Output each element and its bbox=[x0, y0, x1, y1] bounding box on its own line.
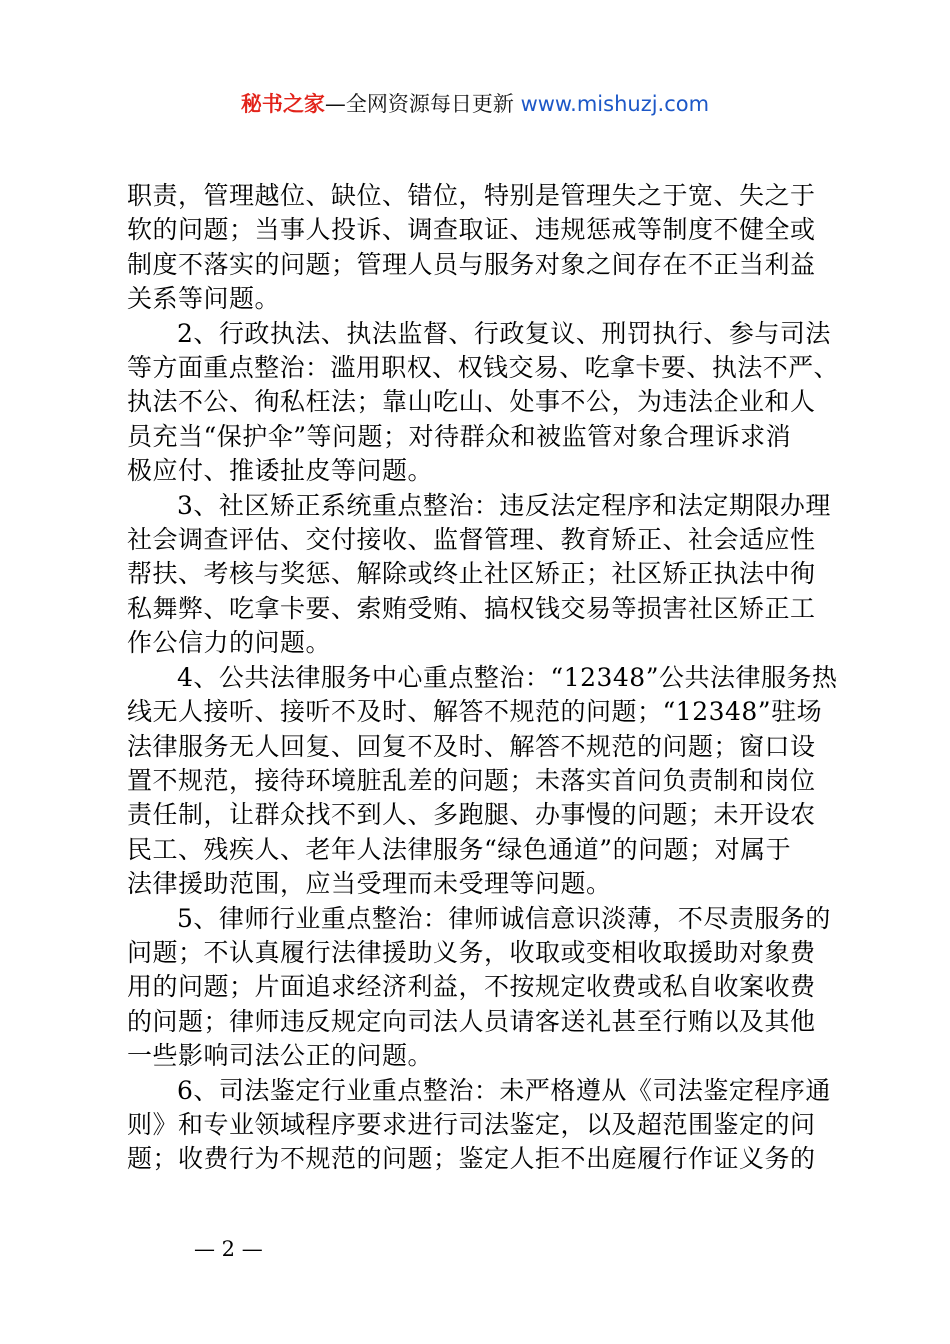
text-line: 关系等问题。 bbox=[127, 284, 281, 314]
site-brand: 秘书之家 bbox=[240, 92, 325, 116]
text-line: 职责，管理越位、缺位、错位，特别是管理失之于宽、失之于 bbox=[127, 181, 816, 210]
text-line: 执法不公、徇私枉法；靠山吃山、处事不公，为违法企业和人 bbox=[127, 387, 816, 417]
text-line: 的问题；律师违反规定向司法人员请客送礼甚至行贿以及其他 bbox=[127, 1006, 816, 1036]
text-line: 4、公共法律服务中心重点整治：“12348”公共法律服务热 bbox=[177, 662, 838, 692]
text-line: 5、律师行业重点整治：律师诚信意识淡薄，不尽责服务的 bbox=[177, 903, 831, 933]
paragraph-item-4 bbox=[127, 661, 839, 902]
text-line: 软的问题；当事人投诉、调查取证、违规惩戒等制度不健全或 bbox=[127, 215, 816, 245]
text-line: 则》和专业领域程序要求进行司法鉴定，以及超范围鉴定的问 bbox=[127, 1109, 816, 1139]
text-line: 用的问题；片面追求经济利益，不按规定收费或私自收案收费 bbox=[127, 972, 816, 1002]
text-line: 极应付、推诿扯皮等问题。 bbox=[127, 456, 434, 486]
text-line: 一些影响司法公正的问题。 bbox=[127, 1041, 434, 1071]
text-line: 作公信力的问题。 bbox=[127, 628, 332, 658]
paragraph-item-3 bbox=[127, 489, 839, 661]
paragraph-continuation bbox=[127, 179, 839, 317]
text-line: 等方面重点整治：滥用职权、权钱交易、吃拿卡要、执法不严、 bbox=[127, 353, 839, 383]
site-url-link[interactable]: www.mishuzj.com bbox=[520, 92, 710, 116]
site-banner bbox=[0, 88, 950, 120]
text-line: 社会调查评估、交付接收、监督管理、教育矫正、社会适应性 bbox=[127, 525, 816, 555]
text-line: 民工、残疾人、老年人法律服务“绿色通道”的问题；对属于 bbox=[127, 834, 792, 864]
text-line: 2、行政执法、执法监督、行政复议、刑罚执行、参与司法 bbox=[177, 318, 831, 348]
text-line: 私舞弊、吃拿卡要、索贿受贿、搞权钱交易等损害社区矫正工 bbox=[127, 593, 816, 623]
site-tagline: —全网资源每日更新 bbox=[324, 92, 521, 116]
text-line: 法律服务无人回复、回复不及时、解答不规范的问题；窗口设 bbox=[127, 731, 816, 761]
text-line: 法律援助范围，应当受理而未受理等问题。 bbox=[127, 869, 612, 899]
text-line: 题；收费行为不规范的问题；鉴定人拒不出庭履行作证义务的 bbox=[127, 1144, 816, 1174]
text-line: 员充当“保护伞”等问题；对待群众和被监管对象合理诉求消 bbox=[127, 421, 792, 451]
document-body bbox=[127, 179, 839, 1177]
text-line: 置不规范，接待环境脏乱差的问题；未落实首问负责制和岗位 bbox=[127, 765, 816, 795]
text-line: 线无人接听、接听不及时、解答不规范的问题；“12348”驻场 bbox=[127, 697, 823, 727]
text-line: 问题；不认真履行法律援助义务，收取或变相收取援助对象费 bbox=[127, 937, 816, 967]
paragraph-item-5 bbox=[127, 902, 839, 1074]
text-line: 6、司法鉴定行业重点整治：未严格遵从《司法鉴定程序通 bbox=[177, 1075, 831, 1105]
text-line: 帮扶、考核与奖惩、解除或终止社区矫正；社区矫正执法中徇 bbox=[127, 559, 816, 589]
paragraph-item-6 bbox=[127, 1074, 839, 1177]
text-line: 制度不落实的问题；管理人员与服务对象之间存在不正当利益 bbox=[127, 249, 816, 279]
text-line: 责任制，让群众找不到人、多跑腿、办事慢的问题；未开设农 bbox=[127, 800, 816, 830]
page-number: — 2 — bbox=[194, 1237, 263, 1261]
text-line: 3、社区矫正系统重点整治：违反法定程序和法定期限办理 bbox=[177, 490, 831, 520]
paragraph-item-2 bbox=[127, 317, 839, 489]
